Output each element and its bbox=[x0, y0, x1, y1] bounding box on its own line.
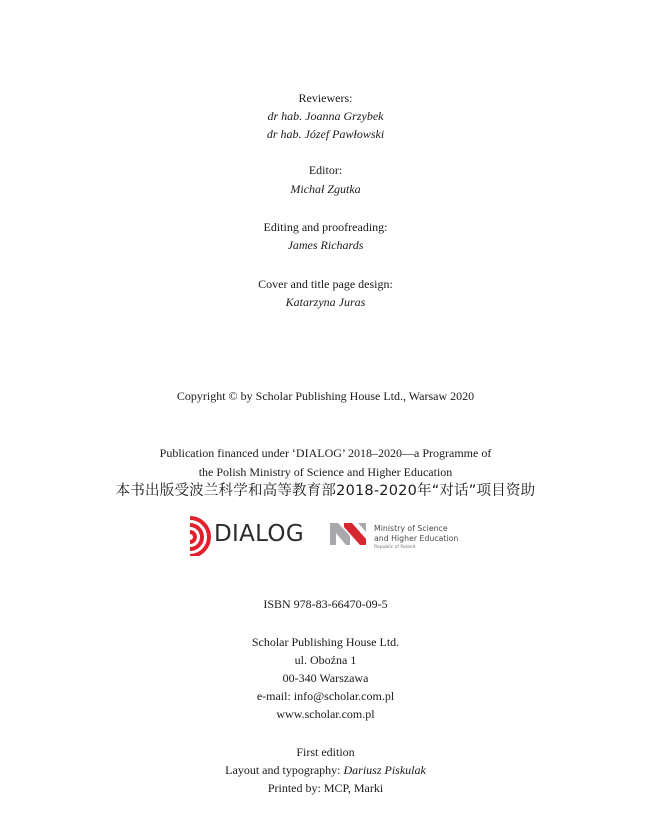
sponsor-logos bbox=[0, 514, 651, 562]
reviewer-name: dr hab. Józef Pawłowski bbox=[266, 127, 385, 141]
financing-line-1: Publication financed under ‘DIALOG’ 2018–2020—a Programme of bbox=[159, 446, 492, 460]
cover-designer-name: Katarzyna Juras bbox=[285, 295, 366, 309]
publisher-city: 00-340 Warszawa bbox=[282, 671, 369, 685]
printed-by: Printed by: MCP, Marki bbox=[267, 781, 384, 795]
ministry-line-1: Ministry of Science bbox=[374, 524, 448, 533]
dialog-logo-text: DIALOG bbox=[214, 521, 304, 547]
editor-name: Michał Zgutka bbox=[290, 182, 361, 196]
reviewer-name: dr hab. Joanna Grzybek bbox=[267, 109, 384, 123]
cover-design-heading: Cover and title page design: bbox=[258, 277, 393, 291]
ministry-line-2: and Higher Education bbox=[374, 534, 459, 543]
ministry-logo bbox=[330, 518, 480, 558]
edition: First edition bbox=[296, 745, 355, 759]
dialog-signal-icon bbox=[186, 516, 212, 556]
editor-heading: Editor: bbox=[308, 163, 343, 177]
ministry-line-3: Republic of Poland bbox=[374, 545, 416, 550]
isbn: ISBN 978-83-66470-09-5 bbox=[263, 597, 388, 611]
publisher-email: e-mail: info@scholar.com.pl bbox=[256, 689, 395, 703]
ministry-logo-text bbox=[374, 524, 458, 552]
financing-chinese: 本书出版受波兰科学和高等教育部2018-2020年“对话”项目资助 bbox=[115, 483, 536, 499]
layout-label: Layout and typography: bbox=[225, 763, 341, 777]
publisher-street: ul. Oboźna 1 bbox=[294, 653, 357, 667]
layout-credit bbox=[0, 763, 651, 777]
dialog-logo bbox=[186, 514, 306, 558]
proofreader-name: James Richards bbox=[287, 238, 364, 252]
publisher-name: Scholar Publishing House Ltd. bbox=[251, 635, 400, 649]
proofreading-heading: Editing and proofreading: bbox=[263, 220, 388, 234]
ministry-mark-icon bbox=[330, 523, 368, 545]
financing-line-2: the Polish Ministry of Science and Higher Education bbox=[198, 465, 453, 479]
reviewers-heading: Reviewers: bbox=[298, 91, 353, 105]
layout-name: Dariusz Piskulak bbox=[343, 763, 426, 777]
copyright-notice: Copyright © by Scholar Publishing House Ltd., Warsaw 2020 bbox=[176, 389, 475, 403]
publisher-website: www.scholar.com.pl bbox=[276, 707, 375, 721]
